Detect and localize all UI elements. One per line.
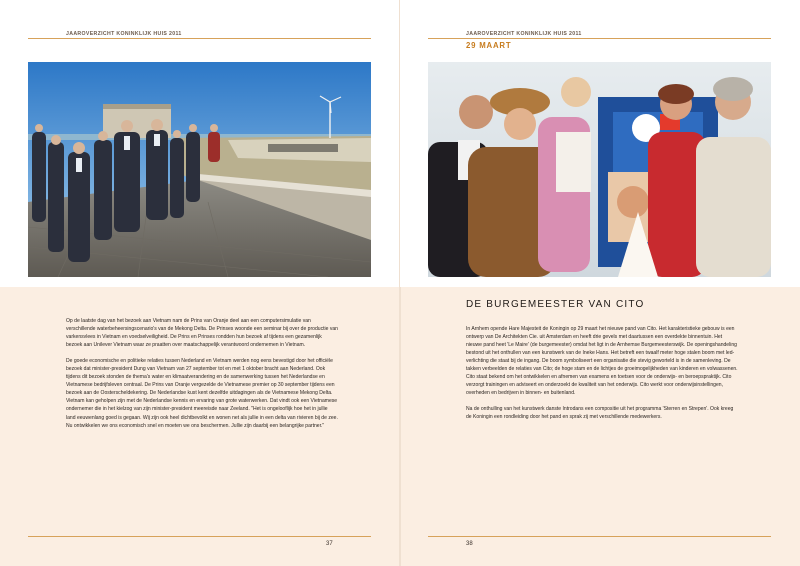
photo-cito-opening <box>428 62 771 277</box>
page-number-right: 38 <box>466 541 473 547</box>
article-heading: DE BURGEMEESTER VAN CITO <box>466 299 645 310</box>
running-head-right: JAAROVERZICHT KONINKLIJK HUIS 2011 <box>466 31 582 37</box>
right-body-text <box>466 325 738 430</box>
running-head-left: JAAROVERZICHT KONINKLIJK HUIS 2011 <box>66 31 182 37</box>
date-label: 29 MAART <box>466 41 512 50</box>
paragraph: Op de laatste dag van het bezoek aan Vietnam nam de Prins van Oranje deel aan een computersimulatie van verschillende waterbeheersingscenario's van de Mekong Delta. De Prinses woonde een seminar bij over de productie van varkensvlees in Vietnam en voedselveiligheid. De Prins en Prinses rondden hun bezoek af tijdens een gezamenlijk bezoek aan Unilever Vietnam waar ze praatten over maatschappelijk verantwoord ondernemen in Vietnam. <box>66 318 338 349</box>
photo-oosterscheldekering <box>28 62 371 277</box>
paragraph: In Arnhem opende Hare Majesteit de Koningin op 29 maart het nieuwe pand van Cito. Het karakteristieke gebouw is een ontwerp van De Architekten Cie. uit Amsterdam en heeft drie gevels met daartussen een overdekte binnentuin. Het nieuwe pand heet 'Le Maire' (de burgemeester) omdat het ligt in de Arnhemse Burgemeesterswijk. De openingshandeling bestond uit het onthullen van een kunstwerk van de Ineke Hans. Het betreft een twaalf meter hoge stalen boom met led-verlichting die staat bij de ingang. De boom symboliseert een organisatie die stevig geworteld is in de samenleving. De takken verbeelden de relaties van Cito; de hoge stam en de lichtjes de groeimogelijkheden van kinderen en volwassenen. Cito staat bekend om het ontwikkelen en afnemen van examens en toetsen voor de onderwijs- en beroepspraktijk. Cito verzorgt trainingen en adviseert en onderzoekt de kwaliteit van het onderwijs. Cito werkt voor onderwijsinstellingen, overheden en bedrijven in binnen- en buitenland. <box>466 326 738 397</box>
page-number-left: 37 <box>326 541 333 547</box>
right-page <box>400 0 800 566</box>
left-body-text <box>66 317 338 438</box>
paragraph: Na de onthulling van het kunstwerk danste Introdans een compositie uit het programma 'Sterren en Strepen'. Ook kreeg de Koningin een rondleiding door het pand en sprak zij met verschillende medewerkers. <box>466 406 734 421</box>
header-rule-left <box>28 38 371 39</box>
footer-rule-left <box>28 536 371 537</box>
paragraph: De goede economische en politieke relaties tussen Nederland en Vietnam werden nog eens bevestigd door het officiële bezoek dat minister-president Dung van Vietnam van 27 september tot en met 1 oktober bracht aan Nederland. Ook tijdens dit bezoek stonden de thema's water en klimaatverandering en de samenwerking tussen het Nederlandse en Vietnamese bedrijfsleven centraal. De Prins van Oranje vergezelde de Vietnamese premier op 30 september tijdens een bezoek aan de Oosterscheldekering. De Nederlandse kust kent dezelfde uitdagingen als de Vietnamese Mekong Delta. Vietnam kan geholpen zijn met de Nederlandse kennis en ervaring van grote waterwerken. Dat vindt ook een Vietnamese ondernemer die in het kielzog van zijn minister-president meereisde naar Zeeland. "Het is ongelooflijk hoe het in jullie land eeuwenlang goed is gegaan. Wij zijn ook heel dichtbevolkt en wonen net als jullie in een delta van rivieren bij de zee. Nu ontwikkelen we ons economisch snel en moeten we ons beschermen. Jullie zijn daarbij een belangrijke partner." <box>66 358 338 429</box>
header-rule-right <box>428 38 771 39</box>
footer-rule-right <box>428 536 771 537</box>
